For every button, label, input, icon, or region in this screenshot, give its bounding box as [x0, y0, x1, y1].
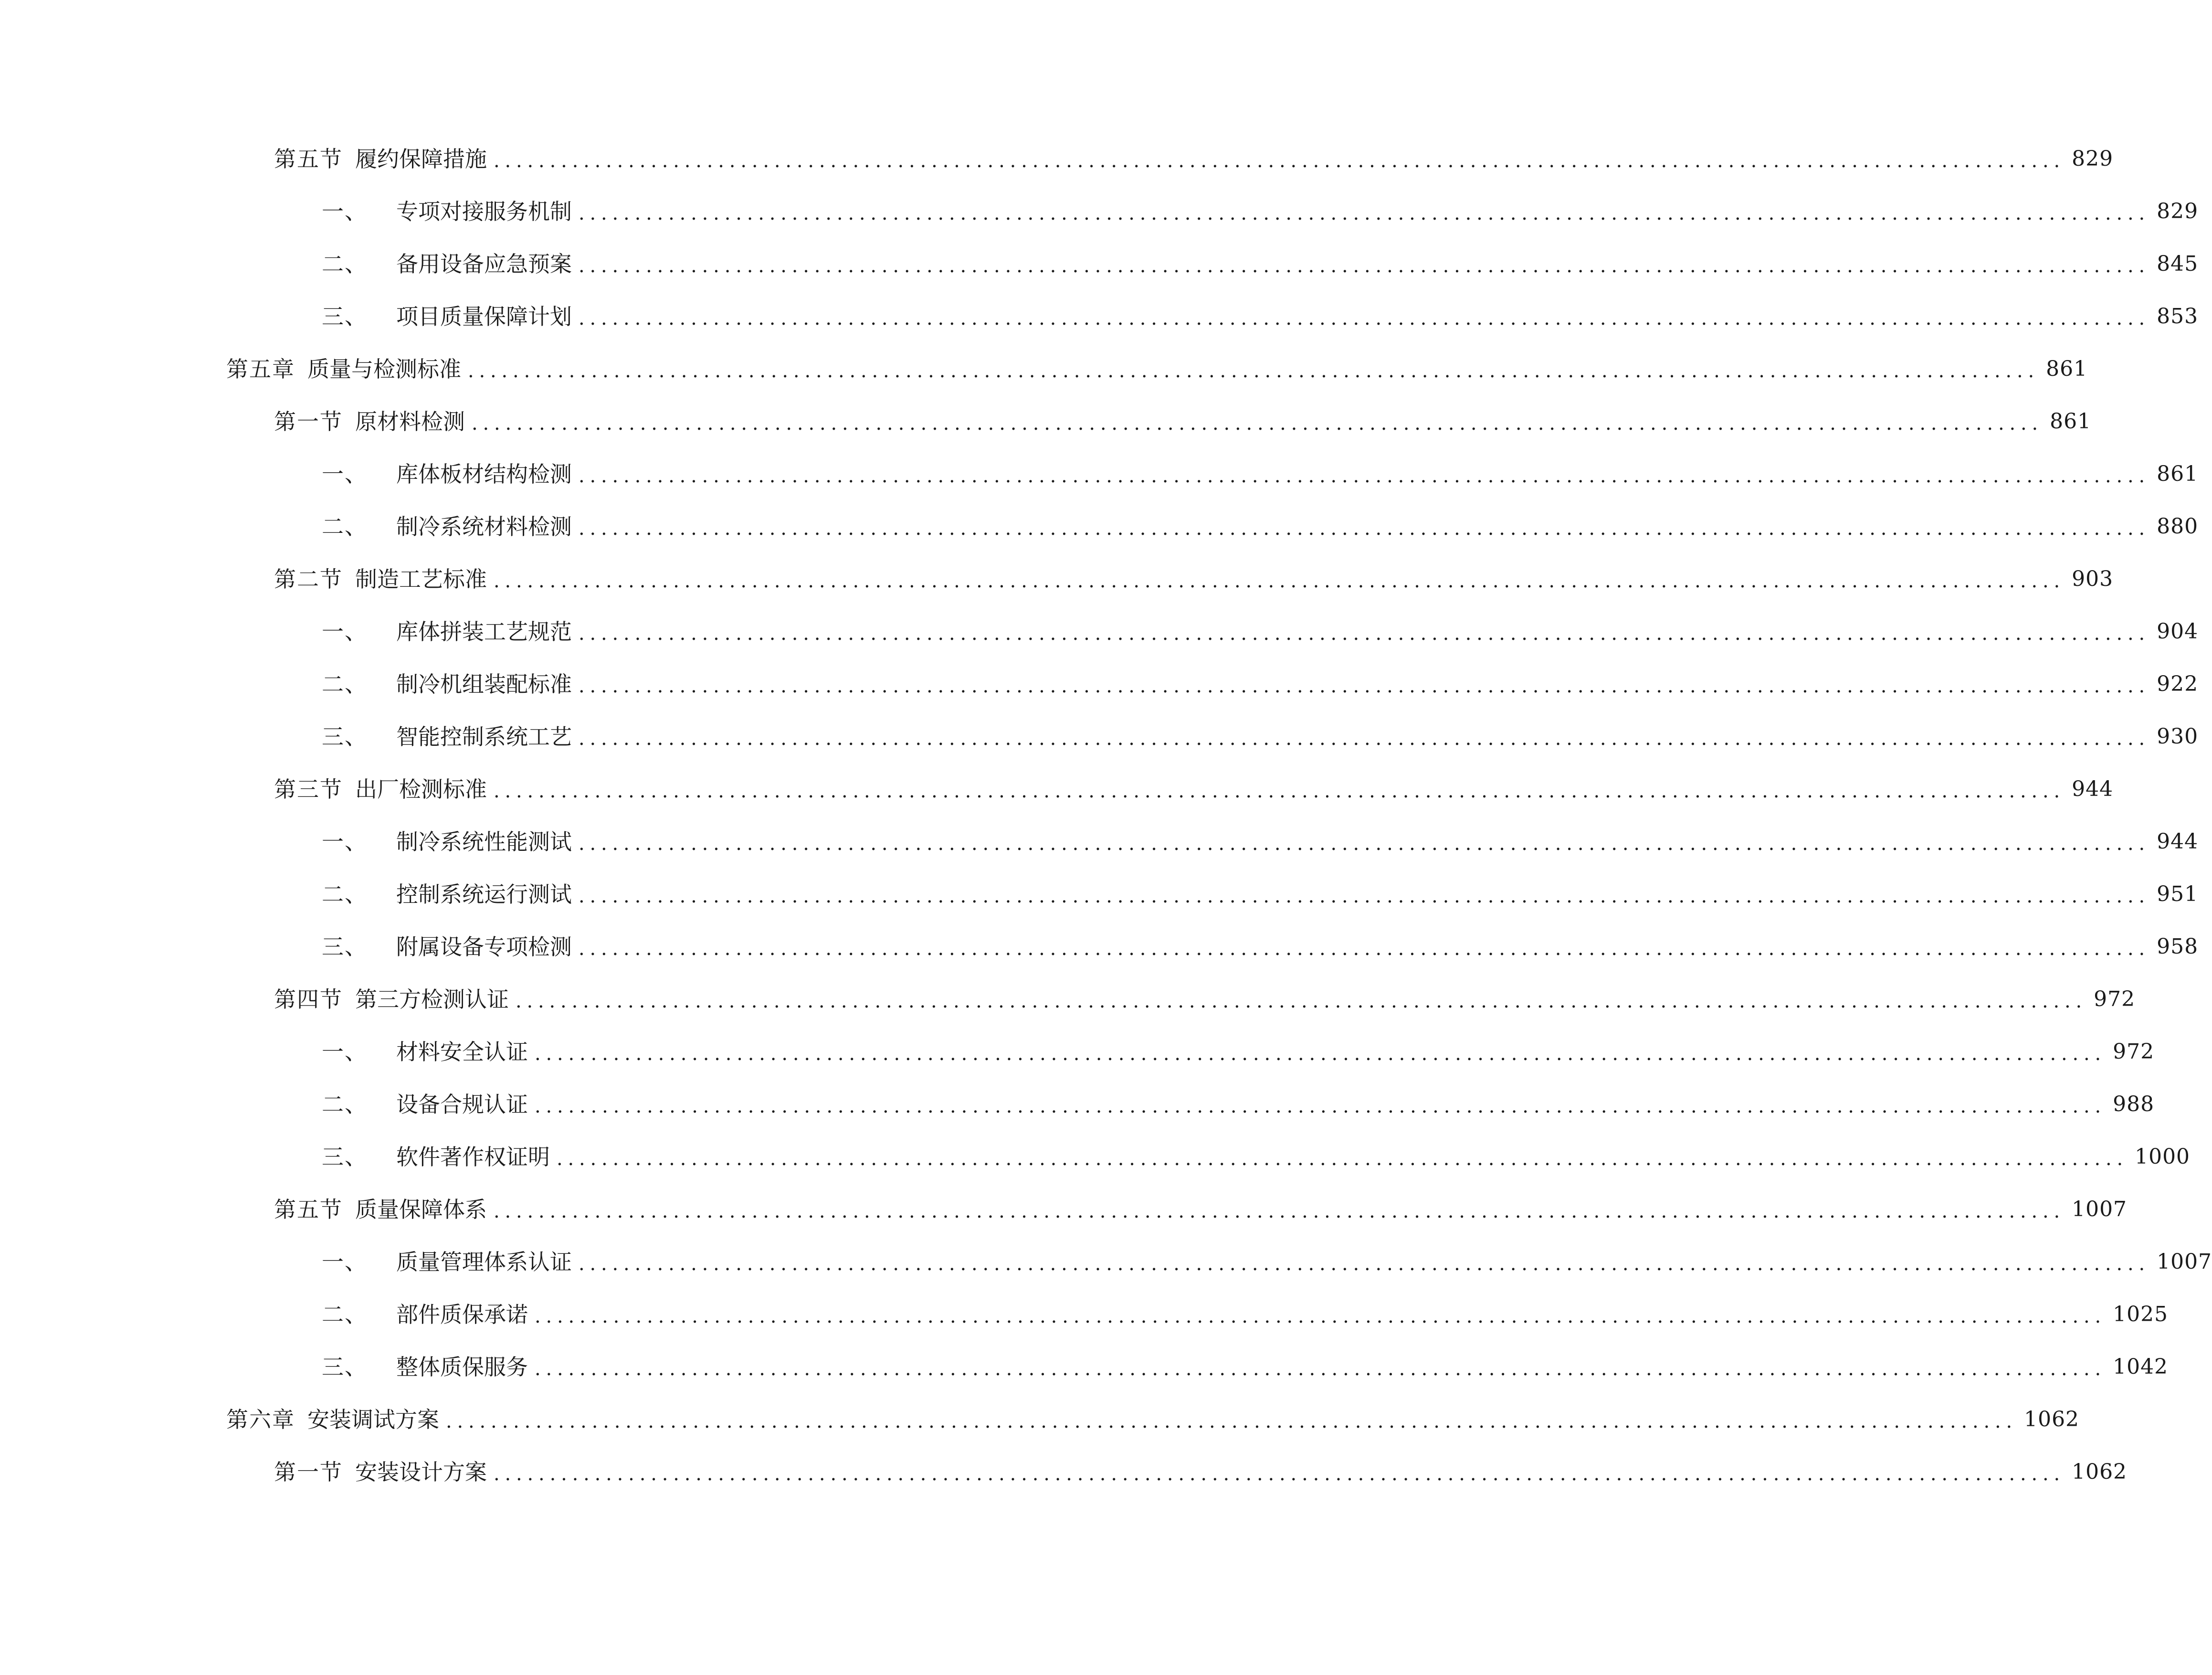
toc-page-number: 1000 [2135, 1145, 2191, 1169]
toc-entry[interactable] [0, 395, 2092, 448]
toc-leader: ............................................................................................................................................ [494, 150, 2065, 172]
toc-page-number: 944 [2072, 777, 2114, 801]
toc-leader: ............................................................................................................................................ [579, 885, 2150, 907]
toc-entry[interactable] [0, 343, 2088, 395]
toc-entry[interactable] [0, 553, 2114, 605]
toc-entry[interactable] [0, 605, 2199, 658]
toc-page-number: 829 [2072, 147, 2114, 171]
toc-entry[interactable] [0, 238, 2199, 290]
toc-entry-label: 第一节 安装设计方案 [274, 1459, 487, 1485]
toc-entry[interactable] [0, 1131, 2191, 1183]
toc-leader: ............................................................................................................................................ [579, 675, 2150, 697]
toc-page-number: 1062 [2072, 1460, 2128, 1484]
toc-page-number: 944 [2157, 829, 2199, 854]
toc-entry[interactable] [0, 448, 2199, 500]
toc-leader: ............................................................................................................................................ [516, 990, 2087, 1012]
toc-page-number: 861 [2157, 462, 2199, 486]
toc-leader: ............................................................................................................................................ [535, 1358, 2107, 1380]
toc-entry-label: 一、 库体拼装工艺规范 [322, 619, 572, 645]
toc-entry[interactable] [0, 133, 2114, 185]
toc-entry[interactable] [0, 1341, 2169, 1393]
toc-entry-label: 三、 附属设备专项检测 [322, 934, 572, 960]
toc-entry-label: 第六章 安装调试方案 [226, 1407, 439, 1432]
toc-entry-label: 一、 材料安全认证 [322, 1039, 528, 1065]
toc-leader: ............................................................................................................................................ [535, 1095, 2107, 1117]
toc-entry-label: 第五节 履约保障措施 [274, 146, 487, 172]
toc-entry-label: 二、 制冷机组装配标准 [322, 671, 572, 697]
toc-page-number: 972 [2094, 987, 2136, 1011]
toc-entry[interactable] [0, 816, 2199, 868]
toc-leader: ............................................................................................................................................ [579, 833, 2150, 855]
toc-page-number: 1007 [2157, 1250, 2212, 1274]
toc-page-number: 853 [2157, 304, 2199, 329]
toc-page-number: 829 [2157, 199, 2199, 223]
toc-page-number: 861 [2050, 409, 2092, 434]
toc-entry[interactable] [0, 1288, 2169, 1341]
toc-page-number: 930 [2157, 724, 2199, 749]
toc-entry-label: 一、 库体板材结构检测 [322, 461, 572, 487]
toc-leader: ............................................................................................................................................ [579, 255, 2150, 277]
toc-leader: ............................................................................................................................................ [557, 1148, 2128, 1170]
toc-entry-label: 二、 制冷系统材料检测 [322, 514, 572, 540]
toc-leader: ............................................................................................................................................ [579, 202, 2150, 224]
toc-entry[interactable] [0, 921, 2199, 973]
toc-entry-label: 第二节 制造工艺标准 [274, 566, 487, 592]
toc-entry-label: 三、 整体质保服务 [322, 1354, 528, 1380]
toc-page-number: 972 [2113, 1039, 2155, 1064]
toc-entry[interactable] [0, 1183, 2128, 1236]
toc-entry-label: 第一节 原材料检测 [274, 409, 465, 435]
toc-leader: ............................................................................................................................................ [472, 413, 2043, 435]
toc-entry-label: 一、 质量管理体系认证 [322, 1249, 572, 1275]
toc-entry-label: 一、 专项对接服务机制 [322, 199, 572, 224]
toc-entry-label: 三、 智能控制系统工艺 [322, 724, 572, 750]
toc-page-number: 880 [2157, 514, 2199, 539]
toc-page-number: 988 [2113, 1092, 2155, 1116]
toc-page-number: 1062 [2024, 1407, 2080, 1431]
toc-leader: ............................................................................................................................................ [579, 518, 2150, 540]
toc-entry[interactable] [0, 868, 2199, 921]
toc-entry[interactable] [0, 500, 2199, 553]
toc-entry-label: 三、 软件著作权证明 [322, 1144, 550, 1170]
toc-entry[interactable] [0, 185, 2199, 238]
toc-entry[interactable] [0, 1078, 2155, 1131]
toc-entry-label: 第五节 质量保障体系 [274, 1197, 487, 1222]
toc-leader: ............................................................................................................................................ [579, 465, 2150, 487]
toc-entry-label: 二、 设备合规认证 [322, 1092, 528, 1117]
toc-leader: ............................................................................................................................................ [535, 1043, 2107, 1065]
toc-entry-label: 二、 控制系统运行测试 [322, 881, 572, 907]
toc-entry-label: 二、 备用设备应急预案 [322, 251, 572, 277]
toc-entry[interactable] [0, 658, 2199, 710]
toc-leader: ............................................................................................................................................ [494, 570, 2065, 592]
toc-entry-label: 一、 制冷系统性能测试 [322, 829, 572, 855]
toc-page-number: 845 [2157, 252, 2199, 276]
toc-entry[interactable] [0, 1236, 2212, 1288]
toc-leader: ............................................................................................................................................ [579, 307, 2150, 329]
toc-leader: ............................................................................................................................................ [494, 1463, 2065, 1485]
toc-page-number: 861 [2046, 357, 2088, 381]
toc-page-number: 1007 [2072, 1197, 2128, 1221]
toc-leader: ............................................................................................................................................ [494, 780, 2065, 802]
toc-leader: ............................................................................................................................................ [579, 728, 2150, 750]
toc-leader: ............................................................................................................................................ [494, 1200, 2065, 1222]
toc-entry-label: 第三节 出厂检测标准 [274, 776, 487, 802]
toc-page-number: 922 [2157, 672, 2199, 696]
toc-leader: ............................................................................................................................................ [535, 1305, 2107, 1327]
toc-page-number: 1025 [2113, 1302, 2169, 1326]
toc-page-number: 903 [2072, 567, 2114, 591]
toc-entry-label: 三、 项目质量保障计划 [322, 304, 572, 329]
toc-leader: ............................................................................................................................................ [579, 938, 2150, 960]
toc-entry[interactable] [0, 710, 2199, 763]
toc-leader: ............................................................................................................................................ [468, 360, 2040, 382]
toc-page-number: 1042 [2113, 1355, 2169, 1379]
toc-page-number: 958 [2157, 934, 2199, 959]
toc-entry[interactable] [0, 290, 2199, 343]
toc-page-number: 904 [2157, 619, 2199, 644]
toc-entry[interactable] [0, 1026, 2155, 1078]
toc-entry-label: 第四节 第三方检测认证 [274, 986, 509, 1012]
toc-entry-label: 第五章 质量与检测标准 [226, 356, 461, 382]
toc-leader: ............................................................................................................................................ [579, 1253, 2150, 1275]
toc-entry-label: 二、 部件质保承诺 [322, 1302, 528, 1327]
toc-entry[interactable] [0, 1393, 2080, 1446]
toc-leader: ............................................................................................................................................ [446, 1410, 2018, 1432]
toc-entry[interactable] [0, 763, 2114, 816]
toc-leader: ............................................................................................................................................ [579, 623, 2150, 645]
toc-page-number: 951 [2157, 882, 2199, 906]
toc-entry[interactable] [0, 973, 2136, 1026]
toc-entry[interactable] [0, 1446, 2128, 1498]
